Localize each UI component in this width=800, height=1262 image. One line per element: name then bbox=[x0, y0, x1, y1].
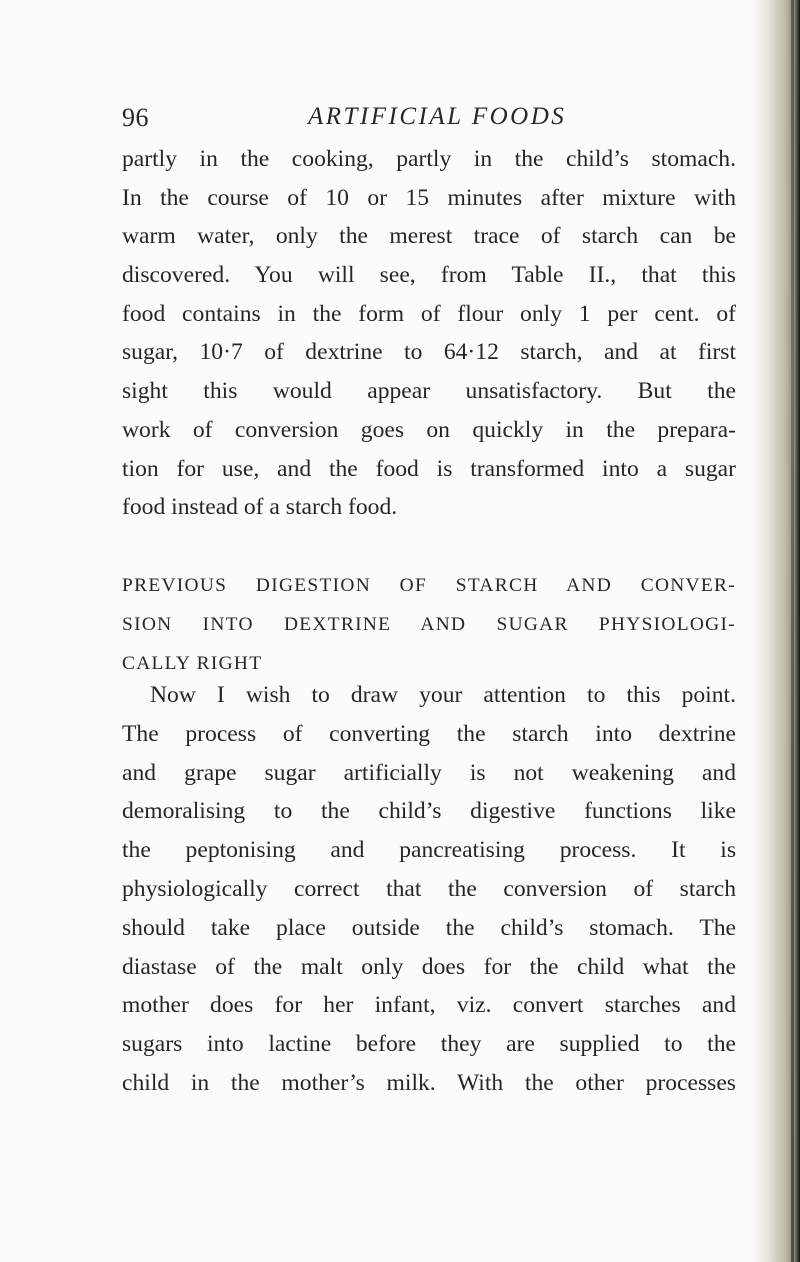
text-line: and grape sugar artificially is not weakening and bbox=[122, 759, 736, 786]
text-line: partly in the cooking, partly in the child’s stomach. bbox=[122, 146, 736, 172]
paragraph-2 bbox=[122, 676, 736, 1103]
section-heading bbox=[122, 566, 736, 683]
text-line: The process of converting the starch into dextrine bbox=[122, 720, 736, 747]
text-line: Now I wish to draw your attention to this point. bbox=[150, 682, 736, 708]
text-line: sugars into lactine before they are supplied to the bbox=[122, 1031, 736, 1058]
page-header bbox=[122, 103, 742, 143]
text-line: discovered. You will see, from Table II., that this bbox=[122, 262, 736, 289]
text-line: sugar, 10·7 of dextrine to 64·12 starch, and at first bbox=[122, 339, 736, 366]
text-line: food instead of a starch food. bbox=[122, 494, 398, 521]
text-line: physiologically correct that the conversion of starch bbox=[122, 875, 736, 902]
text-line: diastase of the malt only does for the child what the bbox=[122, 953, 736, 980]
text-line: food contains in the form of flour only 1 per cent. of bbox=[122, 300, 736, 327]
text-line: sight this would appear unsatisfactory. But the bbox=[122, 378, 736, 405]
heading-line: CALLY RIGHT bbox=[122, 653, 263, 674]
running-title: ARTIFICIAL FOODS bbox=[308, 103, 567, 130]
paragraph-1 bbox=[122, 140, 736, 527]
text-line: the peptonising and pancreatising process. It is bbox=[122, 837, 736, 864]
heading-line: SION INTO DEXTRINE AND SUGAR PHYSIOLOGI- bbox=[122, 614, 736, 635]
text-line: warm water, only the merest trace of starch can be bbox=[122, 223, 736, 250]
text-line: work of conversion goes on quickly in the prepara- bbox=[122, 416, 736, 443]
text-line: tion for use, and the food is transformed into a sugar bbox=[122, 455, 736, 482]
page-edge bbox=[791, 0, 794, 1262]
text-line: demoralising to the child’s digestive functions like bbox=[122, 798, 736, 825]
text-line: mother does for her infant, viz. convert starches and bbox=[122, 992, 736, 1019]
text-line: should take place outside the child’s stomach. The bbox=[122, 914, 736, 941]
text-line: child in the mother’s milk. With the other processes bbox=[122, 1069, 736, 1096]
page-number: 96 bbox=[122, 103, 149, 132]
heading-line: PREVIOUS DIGESTION OF STARCH AND CONVER- bbox=[122, 575, 736, 596]
text-line: In the course of 10 or 15 minutes after mixture with bbox=[122, 184, 736, 211]
